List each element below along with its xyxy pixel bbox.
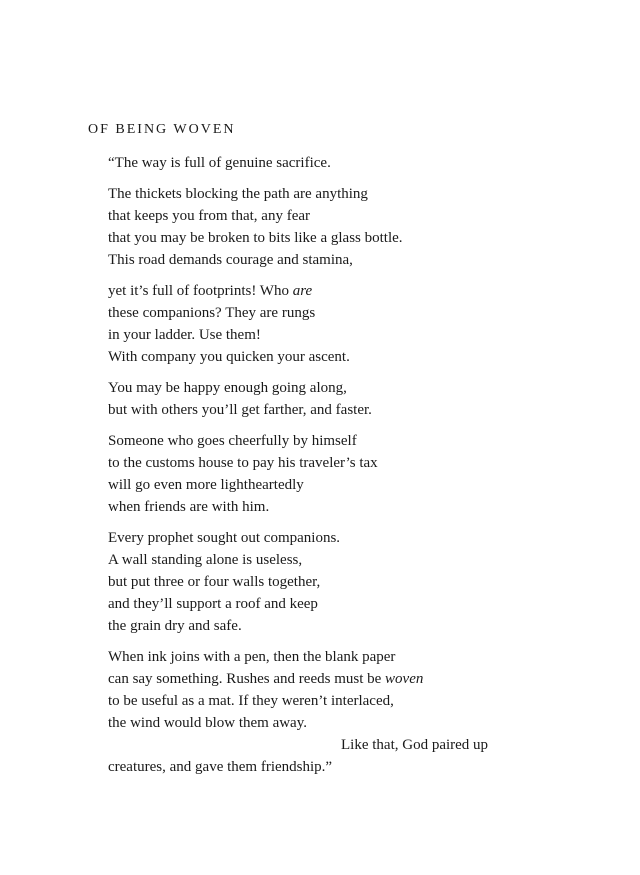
poem-line: these companions? They are rungs xyxy=(108,305,316,321)
stanza-1 xyxy=(108,152,608,174)
poem-line-indented: Like that, God paired up xyxy=(341,737,489,753)
poem-line: and they’ll support a roof and keep xyxy=(108,596,318,612)
poem-line: to the customs house to pay his traveler’s tax xyxy=(108,455,378,471)
stanza-7 xyxy=(108,646,608,778)
poem-line: the grain dry and safe. xyxy=(108,618,242,634)
stanza-2 xyxy=(108,183,608,271)
stanza-6 xyxy=(108,527,608,637)
poem-line xyxy=(108,668,608,690)
poem-line: will go even more lightheartedly xyxy=(108,477,304,493)
emphasis-word: are xyxy=(292,283,313,299)
poem-line: Every prophet sought out companions. xyxy=(108,530,341,546)
poem-line: creatures, and gave them friendship.” xyxy=(108,759,333,775)
stanza-4 xyxy=(108,377,608,421)
stanza-5 xyxy=(108,430,608,518)
emphasis-word: woven xyxy=(385,671,424,687)
poem-line: When ink joins with a pen, then the blank paper xyxy=(108,649,396,665)
poem-title: OF BEING WOVEN xyxy=(88,122,236,137)
poem-line: This road demands courage and stamina, xyxy=(108,252,353,268)
poem-line: With company you quicken your ascent. xyxy=(108,349,350,365)
poem-line: when friends are with him. xyxy=(108,499,270,515)
poem-line: You may be happy enough going along, xyxy=(108,380,347,396)
poem-line: but with others you’ll get farther, and faster. xyxy=(108,402,372,418)
poem-line-text: can say something. Rushes and reeds must be xyxy=(108,671,382,687)
poem-line: in your ladder. Use them! xyxy=(108,327,261,343)
poem-line: A wall standing alone is useless, xyxy=(108,552,303,568)
poem-line: that keeps you from that, any fear xyxy=(108,208,311,224)
poem-line xyxy=(108,280,608,302)
poem-line: Someone who goes cheerfully by himself xyxy=(108,433,357,449)
poem-line: the wind would blow them away. xyxy=(108,715,307,731)
poem-line-text: yet it’s full of footprints! Who xyxy=(108,283,289,299)
poem-line: to be useful as a mat. If they weren’t interlaced, xyxy=(108,693,394,709)
poem-line: but put three or four walls together, xyxy=(108,574,321,590)
poem-line: “The way is full of genuine sacrifice. xyxy=(108,155,331,171)
poem-line: The thickets blocking the path are anything xyxy=(108,186,368,202)
poem-line: that you may be broken to bits like a glass bottle. xyxy=(108,230,403,246)
stanza-3 xyxy=(108,280,608,368)
poem-body xyxy=(108,152,608,787)
